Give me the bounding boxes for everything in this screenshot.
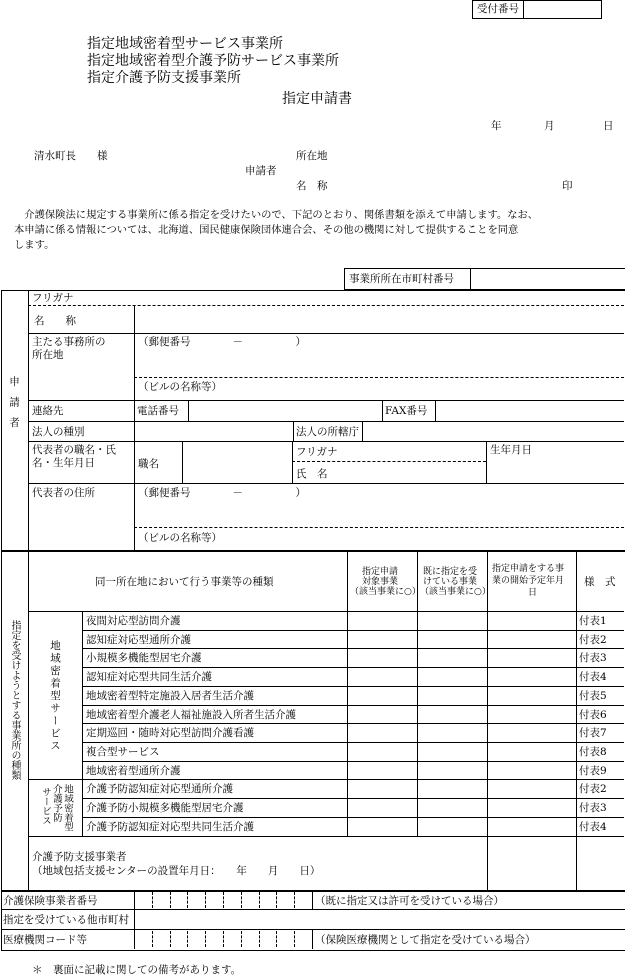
service-existing-cell[interactable] <box>418 780 486 797</box>
header-start-1: 指定申請をする事 <box>492 564 565 574</box>
name-field[interactable] <box>135 307 623 332</box>
digit-separator <box>294 892 295 908</box>
digit-separator <box>170 892 171 908</box>
medical-code-note: （保険医療機関として指定を受けている場合） <box>315 934 536 946</box>
support-label-1: 介護予防支援事業者 <box>32 851 127 863</box>
rep-title-divider <box>182 441 183 483</box>
service-start-cell[interactable] <box>488 724 575 741</box>
digit-separator <box>276 892 277 908</box>
rep-address-label: 代表者の住所 <box>32 487 95 499</box>
addressee: 清水町長 様 <box>34 150 108 162</box>
service-start-cell[interactable] <box>488 649 575 666</box>
service-existing-cell[interactable] <box>418 649 486 666</box>
digit-separator <box>205 931 206 947</box>
office-address-separator <box>134 377 624 378</box>
group2-label-2: 介護予防 <box>51 784 62 822</box>
furigana-separator <box>28 305 624 306</box>
digit-separator <box>187 931 188 947</box>
service-target-cell[interactable] <box>348 668 416 685</box>
row-divider <box>28 400 624 401</box>
service-form: 付表6 <box>579 709 607 721</box>
digit-separator <box>152 931 153 947</box>
service-start-cell[interactable] <box>488 762 575 779</box>
digit-separator <box>241 892 242 908</box>
service-name: 地域密着型通所介護 <box>86 765 181 777</box>
row-divider <box>28 441 624 442</box>
service-target-cell[interactable] <box>348 706 416 723</box>
birth-date-label: 生年月日 <box>490 444 532 456</box>
footnote: ＊ 裏面に記載に関しての備考があります。 <box>32 964 242 976</box>
fax-label: FAX番号 <box>385 405 428 417</box>
phone-field[interactable] <box>190 402 380 419</box>
applicant-address-label: 所在地 <box>296 150 328 162</box>
applicant-label: 申請者 <box>245 165 277 177</box>
rep-name-label: 氏 名 <box>296 468 328 480</box>
rep-info-label-1: 代表者の職名・氏 <box>32 444 116 456</box>
service-start-cell[interactable] <box>488 818 575 835</box>
service-target-cell[interactable] <box>348 649 416 666</box>
service-existing-cell[interactable] <box>418 799 486 816</box>
furigana-field[interactable] <box>135 291 623 304</box>
receipt-label: 受付番号 <box>477 3 519 15</box>
service-start-cell[interactable] <box>488 706 575 723</box>
rep-furigana-separator <box>292 461 486 462</box>
rep-postal-label: （郵便番号 － ） <box>138 487 306 499</box>
section-applicant-label: 申請者 <box>8 376 20 438</box>
service-name: 介護予防認知症対応型通所介護 <box>86 783 233 795</box>
other-municipality-field[interactable] <box>135 911 623 928</box>
service-form: 付表4 <box>579 821 607 833</box>
group2-label-3: サービス <box>40 787 51 825</box>
section-services-label: 指定を受けようとする事業所の種類 <box>9 620 20 780</box>
digit-separator <box>223 892 224 908</box>
jurisdiction-label: 法人の所轄庁 <box>296 426 359 438</box>
phone-divider <box>188 400 189 421</box>
office-building-label: （ビルの名称等） <box>138 381 222 393</box>
digit-separator <box>170 931 171 947</box>
rep-title-label: 職名 <box>138 458 159 470</box>
service-form: 付表4 <box>579 671 607 683</box>
jurisdiction-divider <box>293 421 294 441</box>
furigana-label: フリガナ <box>32 292 74 304</box>
fax-divider <box>435 400 436 421</box>
title-line-1: 指定地域密着型サービス事業所 <box>87 36 283 52</box>
service-target-cell[interactable] <box>348 780 416 797</box>
service-name: 地域密着型特定施設入居者生活介護 <box>86 690 254 702</box>
header-existing-2: けている事業 <box>423 577 478 587</box>
jurisdiction-divider <box>362 421 363 441</box>
other-municipality-label: 指定を受けている他市町村 <box>3 914 129 926</box>
municipality-code-label: 事業所所在市町村番号 <box>349 273 454 285</box>
service-existing-cell[interactable] <box>418 706 486 723</box>
digit-separator <box>294 931 295 947</box>
service-start-cell[interactable] <box>488 612 575 629</box>
jurisdiction-field[interactable] <box>364 422 622 440</box>
rep-info-label-2: 名・生年月日 <box>32 457 95 469</box>
phone-label: 電話番号 <box>137 405 179 417</box>
municipality-code-field[interactable] <box>471 269 622 288</box>
medical-code-divider <box>312 929 313 949</box>
service-name: 認知症対応型通所介護 <box>86 634 191 646</box>
rep-building-label: （ビルの名称等） <box>138 532 222 544</box>
office-address-label-1: 主たる事務所の <box>32 336 106 348</box>
service-target-cell[interactable] <box>348 687 416 704</box>
group1-label: 地域密着型サービス <box>49 640 61 753</box>
title-line-2: 指定地域密着型介護予防サービス事業所 <box>87 53 339 69</box>
digit-separator <box>241 931 242 947</box>
col-form-divider <box>576 550 577 891</box>
title-line-3: 指定介護予防支援事業所 <box>87 70 241 86</box>
service-form: 付表2 <box>579 783 607 795</box>
intro-line-1: 介護保険法に規定する事業所に係る指定を受けたいので、下記のとおり、関係書類を添えて申請します。なお、 <box>14 209 539 221</box>
provider-number-label: 介護保険事業者番号 <box>3 895 98 907</box>
service-name: 小規模多機能型居宅介護 <box>86 652 202 664</box>
header-existing-3: （該当事業に○） <box>420 587 491 597</box>
contact-label: 連絡先 <box>32 405 64 417</box>
group2-label-1: 地域密着型 <box>62 784 73 832</box>
service-name: 地域密着型介護老人福祉施設入所者生活介護 <box>86 709 296 721</box>
service-name: 複合型サービス <box>86 746 160 758</box>
service-target-cell[interactable] <box>348 631 416 648</box>
service-form: 付表3 <box>579 802 607 814</box>
date-day: 日 <box>603 120 614 132</box>
service-existing-cell[interactable] <box>418 631 486 648</box>
rep-name-divider <box>292 441 293 483</box>
service-name: 夜間対応型訪問介護 <box>86 615 181 627</box>
header-existing-1: 既に指定を受 <box>423 567 478 577</box>
service-form: 付表1 <box>579 615 607 627</box>
rep-title-field[interactable] <box>184 443 290 481</box>
office-postal-label: （郵便番号 － ） <box>138 336 306 348</box>
intro-line-2: 本申請に係る情報については、北海道、国民健康保険団体連合会、その他の機関に対して提供することを同意 <box>14 224 519 236</box>
rep-furigana-label: フリガナ <box>296 446 338 458</box>
header-target-2: 対象事業 <box>362 577 399 587</box>
service-target-cell[interactable] <box>348 724 416 741</box>
medical-code-label: 医療機関コード等 <box>3 934 87 946</box>
services-section-col <box>28 550 29 891</box>
service-start-cell[interactable] <box>488 687 575 704</box>
group-separator <box>28 779 83 780</box>
service-name: 介護予防認知症対応型共同生活介護 <box>86 821 254 833</box>
service-target-cell[interactable] <box>348 818 416 835</box>
row-divider <box>28 836 624 837</box>
corp-type-field[interactable] <box>135 422 292 440</box>
header-start-3: 日 <box>528 588 538 598</box>
row-divider <box>28 483 624 484</box>
service-form: 付表9 <box>579 765 607 777</box>
digit-separator <box>259 931 260 947</box>
name-label: 名 称 <box>34 315 76 327</box>
digit-separator <box>187 892 188 908</box>
row-divider <box>28 333 624 334</box>
digit-separator <box>276 931 277 947</box>
provider-number-divider <box>312 890 313 910</box>
service-start-cell[interactable] <box>488 631 575 648</box>
header-target-3: （該当事業に○） <box>350 587 421 597</box>
service-target-cell[interactable] <box>348 762 416 779</box>
service-existing-cell[interactable] <box>418 668 486 685</box>
receipt-number-field[interactable] <box>524 1 598 16</box>
service-target-cell[interactable] <box>348 612 416 629</box>
service-existing-cell[interactable] <box>418 818 486 835</box>
fax-divider <box>382 400 383 421</box>
row-divider <box>1 909 625 910</box>
date-month: 月 <box>544 120 555 132</box>
rep-address-separator <box>134 527 624 528</box>
digit-separator <box>152 892 153 908</box>
service-name: 介護予防小規模多機能型居宅介護 <box>86 802 244 814</box>
fax-field[interactable] <box>437 402 622 419</box>
corp-type-label: 法人の種別 <box>32 426 85 438</box>
digit-separator <box>205 892 206 908</box>
service-target-cell[interactable] <box>348 743 416 760</box>
service-form: 付表7 <box>579 727 607 739</box>
service-start-cell[interactable] <box>488 743 575 760</box>
service-start-cell[interactable] <box>488 799 575 816</box>
page-title: 指定申請書 <box>282 91 352 107</box>
rep-birth-divider <box>486 441 487 483</box>
seal-mark: 印 <box>562 180 573 192</box>
office-address-label-2: 所在地 <box>32 349 64 361</box>
service-form: 付表8 <box>579 746 607 758</box>
service-existing-cell[interactable] <box>418 762 486 779</box>
header-target-1: 指定申請 <box>362 567 399 577</box>
date-year: 年 <box>491 120 502 132</box>
provider-number-note: （既に指定又は許可を受けている場合） <box>315 895 504 907</box>
service-existing-cell[interactable] <box>418 724 486 741</box>
support-label-2: （地域包括支援センターの設置年月日： 年 月 日） <box>32 865 321 877</box>
service-form: 付表5 <box>579 690 607 702</box>
header-form: 様 式 <box>584 576 616 588</box>
service-name: 認知症対応型共同生活介護 <box>86 671 212 683</box>
header-start-2: 業の開始予定年月 <box>492 576 565 586</box>
service-existing-cell[interactable] <box>418 687 486 704</box>
service-form: 付表3 <box>579 652 607 664</box>
service-target-cell[interactable] <box>348 799 416 816</box>
service-name: 定期巡回・随時対応型訪問介護看護 <box>86 727 254 739</box>
applicant-name-label: 名 称 <box>296 180 328 192</box>
service-start-cell[interactable] <box>488 668 575 685</box>
service-existing-cell[interactable] <box>418 743 486 760</box>
intro-line-3: します。 <box>14 239 55 251</box>
service-start-cell[interactable] <box>488 780 575 797</box>
service-form: 付表2 <box>579 634 607 646</box>
digit-separator <box>259 892 260 908</box>
header-type: 同一所在地において行う事業等の種類 <box>95 576 274 588</box>
digit-separator <box>223 931 224 947</box>
service-existing-cell[interactable] <box>418 612 486 629</box>
row-divider <box>1 929 625 930</box>
